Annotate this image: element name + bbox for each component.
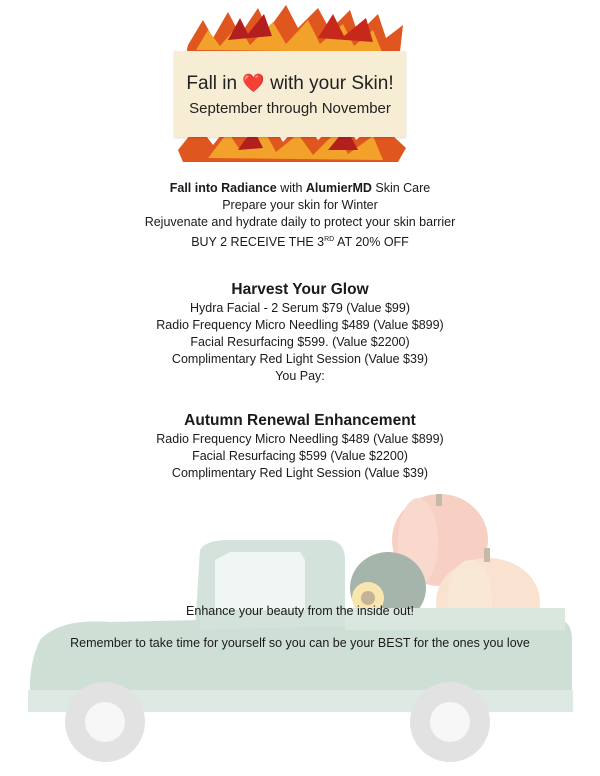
harvest-section — [0, 280, 600, 385]
offer-sup: RD — [324, 236, 335, 243]
intro-line-2: Prepare your skin for Winter — [222, 198, 378, 212]
banner-title-start: Fall in — [186, 73, 238, 94]
harvest-item: Radio Frequency Micro Needling $489 (Value $899) — [156, 318, 444, 332]
truck-pumpkins-illustration — [0, 490, 600, 776]
footer-line-1-wrap — [0, 603, 600, 620]
autumn-item: Complimentary Red Light Session (Value $39) — [171, 466, 429, 480]
autumn-title: Autumn Renewal Enhancement — [184, 412, 416, 429]
offer-start: BUY 2 RECEIVE THE 3 — [191, 235, 325, 250]
offer-end: AT 20% OFF — [334, 235, 409, 250]
intro-line-4 — [0, 231, 600, 251]
intro-end: Skin Care — [371, 181, 431, 195]
intro-bold-2: AlumierMD — [305, 181, 372, 195]
autumn-item: Radio Frequency Micro Needling $489 (Value $899) — [156, 432, 444, 446]
autumn-section — [0, 411, 600, 482]
harvest-item: Facial Resurfacing $599. (Value $2200) — [190, 335, 410, 349]
autumn-leaves-header — [168, 0, 418, 165]
intro-bold-1: Fall into Radiance — [169, 181, 277, 195]
autumn-item: Facial Resurfacing $599 (Value $2200) — [192, 449, 408, 463]
heart-icon: ❤️ — [242, 73, 265, 93]
footer-line-2-wrap — [0, 635, 600, 652]
intro-line-3: Rejuvenate and hydrate daily to protect your skin barrier — [144, 215, 456, 229]
banner-title-end: with your Skin! — [270, 73, 394, 94]
harvest-item: Hydra Facial - 2 Serum $79 (Value $99) — [189, 301, 410, 315]
harvest-item: Complimentary Red Light Session (Value $39) — [171, 352, 429, 366]
harvest-item: You Pay: — [275, 369, 325, 383]
harvest-title: Harvest Your Glow — [231, 281, 369, 298]
intro-section — [0, 180, 600, 251]
banner — [174, 51, 406, 137]
footer-line-2: Remember to take time for yourself so you can be your BEST for the ones you love — [70, 636, 530, 650]
intro-mid: with — [276, 181, 306, 195]
banner-subtitle: September through November — [189, 100, 391, 117]
footer-line-1: Enhance your beauty from the inside out! — [186, 604, 414, 618]
intro-line-1 — [0, 180, 600, 197]
banner-title — [174, 73, 406, 95]
